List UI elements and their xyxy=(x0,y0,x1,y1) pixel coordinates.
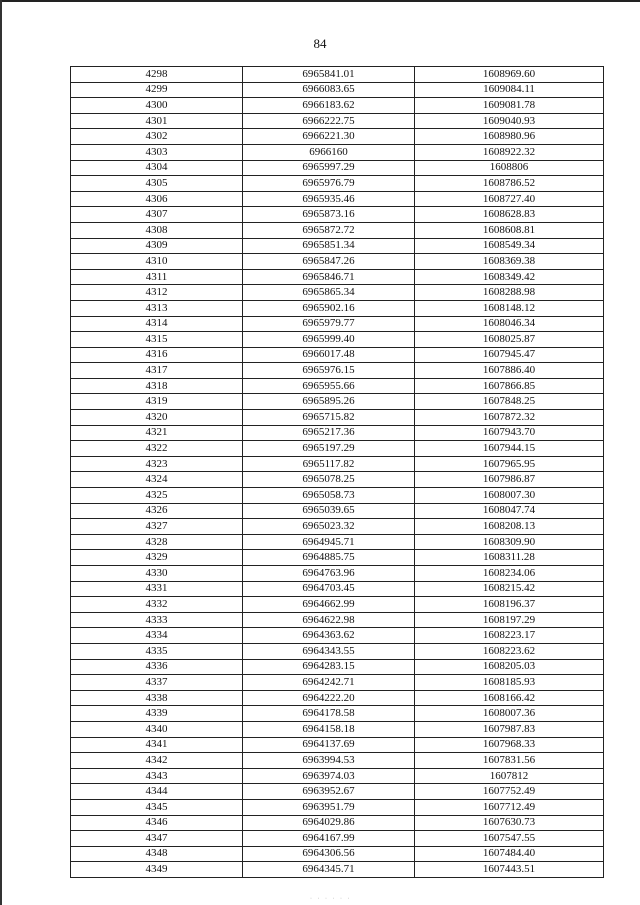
x-coordinate-cell: 6965851.34 xyxy=(243,238,415,254)
scan-artifact: · · · · · · xyxy=(310,896,352,902)
y-coordinate-cell: 1607831.56 xyxy=(415,753,604,769)
x-coordinate-cell: 6966083.65 xyxy=(243,82,415,98)
point-number-cell: 4309 xyxy=(71,238,243,254)
y-coordinate-cell: 1609084.11 xyxy=(415,82,604,98)
x-coordinate-cell: 6963974.03 xyxy=(243,768,415,784)
x-coordinate-cell: 6965997.29 xyxy=(243,160,415,176)
table-row xyxy=(71,98,604,114)
y-coordinate-cell: 1607547.55 xyxy=(415,831,604,847)
point-number-cell: 4335 xyxy=(71,643,243,659)
y-coordinate-cell: 1607943.70 xyxy=(415,425,604,441)
table-row xyxy=(71,347,604,363)
point-number-cell: 4303 xyxy=(71,144,243,160)
table-row xyxy=(71,534,604,550)
y-coordinate-cell: 1607965.95 xyxy=(415,456,604,472)
x-coordinate-cell: 6964343.55 xyxy=(243,643,415,659)
y-coordinate-cell: 1608234.06 xyxy=(415,566,604,582)
y-coordinate-cell: 1608223.17 xyxy=(415,628,604,644)
x-coordinate-cell: 6965058.73 xyxy=(243,488,415,504)
y-coordinate-cell: 1608215.42 xyxy=(415,581,604,597)
point-number-cell: 4306 xyxy=(71,191,243,207)
y-coordinate-cell: 1608969.60 xyxy=(415,67,604,83)
y-coordinate-cell: 1608608.81 xyxy=(415,222,604,238)
point-number-cell: 4339 xyxy=(71,706,243,722)
table-row xyxy=(71,113,604,129)
point-number-cell: 4315 xyxy=(71,332,243,348)
y-coordinate-cell: 1608922.32 xyxy=(415,144,604,160)
x-coordinate-cell: 6964945.71 xyxy=(243,534,415,550)
y-coordinate-cell: 1608727.40 xyxy=(415,191,604,207)
point-number-cell: 4321 xyxy=(71,425,243,441)
point-number-cell: 4324 xyxy=(71,472,243,488)
y-coordinate-cell: 1608288.98 xyxy=(415,285,604,301)
point-number-cell: 4308 xyxy=(71,222,243,238)
y-coordinate-cell: 1607443.51 xyxy=(415,862,604,878)
y-coordinate-cell: 1608549.34 xyxy=(415,238,604,254)
page-left-border xyxy=(0,0,2,905)
point-number-cell: 4347 xyxy=(71,831,243,847)
y-coordinate-cell: 1608197.29 xyxy=(415,612,604,628)
y-coordinate-cell: 1607712.49 xyxy=(415,799,604,815)
table-row xyxy=(71,659,604,675)
y-coordinate-cell: 1607866.85 xyxy=(415,378,604,394)
y-coordinate-cell: 1608196.37 xyxy=(415,597,604,613)
y-coordinate-cell: 1608369.38 xyxy=(415,254,604,270)
x-coordinate-cell: 6964158.18 xyxy=(243,721,415,737)
x-coordinate-cell: 6965078.25 xyxy=(243,472,415,488)
x-coordinate-cell: 6964885.75 xyxy=(243,550,415,566)
point-number-cell: 4318 xyxy=(71,378,243,394)
table-row xyxy=(71,690,604,706)
x-coordinate-cell: 6964306.56 xyxy=(243,846,415,862)
point-number-cell: 4314 xyxy=(71,316,243,332)
table-row xyxy=(71,254,604,270)
point-number-cell: 4305 xyxy=(71,176,243,192)
x-coordinate-cell: 6964703.45 xyxy=(243,581,415,597)
y-coordinate-cell: 1608007.36 xyxy=(415,706,604,722)
table-row xyxy=(71,207,604,223)
y-coordinate-cell: 1608309.90 xyxy=(415,534,604,550)
table-row xyxy=(71,784,604,800)
table-row xyxy=(71,82,604,98)
point-number-cell: 4320 xyxy=(71,410,243,426)
point-number-cell: 4345 xyxy=(71,799,243,815)
y-coordinate-cell: 1607986.87 xyxy=(415,472,604,488)
table-row xyxy=(71,643,604,659)
table-row xyxy=(71,378,604,394)
table-row xyxy=(71,566,604,582)
table-row xyxy=(71,846,604,862)
table-row xyxy=(71,612,604,628)
table-row xyxy=(71,394,604,410)
x-coordinate-cell: 6965865.34 xyxy=(243,285,415,301)
x-coordinate-cell: 6964029.86 xyxy=(243,815,415,831)
y-coordinate-cell: 1608349.42 xyxy=(415,269,604,285)
table-row xyxy=(71,581,604,597)
x-coordinate-cell: 6963952.67 xyxy=(243,784,415,800)
point-number-cell: 4311 xyxy=(71,269,243,285)
y-coordinate-cell: 1608047.74 xyxy=(415,503,604,519)
x-coordinate-cell: 6965715.82 xyxy=(243,410,415,426)
table-row xyxy=(71,285,604,301)
table-row xyxy=(71,410,604,426)
y-coordinate-cell: 1608007.30 xyxy=(415,488,604,504)
x-coordinate-cell: 6965872.72 xyxy=(243,222,415,238)
y-coordinate-cell: 1608806 xyxy=(415,160,604,176)
y-coordinate-cell: 1607752.49 xyxy=(415,784,604,800)
x-coordinate-cell: 6966017.48 xyxy=(243,347,415,363)
point-number-cell: 4342 xyxy=(71,753,243,769)
x-coordinate-cell: 6966160 xyxy=(243,144,415,160)
table-row xyxy=(71,300,604,316)
x-coordinate-cell: 6964763.96 xyxy=(243,566,415,582)
x-coordinate-cell: 6965976.15 xyxy=(243,363,415,379)
point-number-cell: 4304 xyxy=(71,160,243,176)
table-row xyxy=(71,597,604,613)
point-number-cell: 4313 xyxy=(71,300,243,316)
table-row xyxy=(71,332,604,348)
x-coordinate-cell: 6964662.99 xyxy=(243,597,415,613)
table-row xyxy=(71,425,604,441)
y-coordinate-cell: 1608208.13 xyxy=(415,519,604,535)
x-coordinate-cell: 6964345.71 xyxy=(243,862,415,878)
point-number-cell: 4299 xyxy=(71,82,243,98)
table-row xyxy=(71,768,604,784)
coordinates-table xyxy=(70,66,604,878)
y-coordinate-cell: 1608166.42 xyxy=(415,690,604,706)
table-row xyxy=(71,160,604,176)
y-coordinate-cell: 1608046.34 xyxy=(415,316,604,332)
coordinates-table-body xyxy=(71,67,604,878)
table-row xyxy=(71,737,604,753)
point-number-cell: 4343 xyxy=(71,768,243,784)
y-coordinate-cell: 1607848.25 xyxy=(415,394,604,410)
point-number-cell: 4341 xyxy=(71,737,243,753)
table-row xyxy=(71,488,604,504)
point-number-cell: 4328 xyxy=(71,534,243,550)
table-row xyxy=(71,144,604,160)
table-row xyxy=(71,191,604,207)
table-row xyxy=(71,222,604,238)
table-row xyxy=(71,269,604,285)
x-coordinate-cell: 6966222.75 xyxy=(243,113,415,129)
x-coordinate-cell: 6963994.53 xyxy=(243,753,415,769)
y-coordinate-cell: 1609081.78 xyxy=(415,98,604,114)
table-row xyxy=(71,550,604,566)
table-row xyxy=(71,862,604,878)
y-coordinate-cell: 1607886.40 xyxy=(415,363,604,379)
x-coordinate-cell: 6965217.36 xyxy=(243,425,415,441)
point-number-cell: 4302 xyxy=(71,129,243,145)
point-number-cell: 4317 xyxy=(71,363,243,379)
point-number-cell: 4326 xyxy=(71,503,243,519)
point-number-cell: 4300 xyxy=(71,98,243,114)
point-number-cell: 4333 xyxy=(71,612,243,628)
x-coordinate-cell: 6963951.79 xyxy=(243,799,415,815)
table-row xyxy=(71,519,604,535)
y-coordinate-cell: 1608786.52 xyxy=(415,176,604,192)
y-coordinate-cell: 1607944.15 xyxy=(415,441,604,457)
point-number-cell: 4346 xyxy=(71,815,243,831)
y-coordinate-cell: 1608223.62 xyxy=(415,643,604,659)
y-coordinate-cell: 1607968.33 xyxy=(415,737,604,753)
point-number-cell: 4340 xyxy=(71,721,243,737)
x-coordinate-cell: 6965976.79 xyxy=(243,176,415,192)
x-coordinate-cell: 6965979.77 xyxy=(243,316,415,332)
point-number-cell: 4319 xyxy=(71,394,243,410)
table-row xyxy=(71,441,604,457)
page-top-border xyxy=(0,0,640,2)
y-coordinate-cell: 1608628.83 xyxy=(415,207,604,223)
table-row xyxy=(71,67,604,83)
y-coordinate-cell: 1607987.83 xyxy=(415,721,604,737)
x-coordinate-cell: 6965873.16 xyxy=(243,207,415,223)
table-row xyxy=(71,628,604,644)
x-coordinate-cell: 6965935.46 xyxy=(243,191,415,207)
point-number-cell: 4322 xyxy=(71,441,243,457)
point-number-cell: 4323 xyxy=(71,456,243,472)
table-row xyxy=(71,706,604,722)
point-number-cell: 4336 xyxy=(71,659,243,675)
point-number-cell: 4325 xyxy=(71,488,243,504)
page-number: 84 xyxy=(313,36,327,51)
x-coordinate-cell: 6964167.99 xyxy=(243,831,415,847)
x-coordinate-cell: 6965023.32 xyxy=(243,519,415,535)
point-number-cell: 4307 xyxy=(71,207,243,223)
y-coordinate-cell: 1607484.40 xyxy=(415,846,604,862)
table-row xyxy=(71,363,604,379)
table-row xyxy=(71,815,604,831)
table-row xyxy=(71,472,604,488)
x-coordinate-cell: 6964222.20 xyxy=(243,690,415,706)
table-row xyxy=(71,831,604,847)
point-number-cell: 4332 xyxy=(71,597,243,613)
x-coordinate-cell: 6964178.58 xyxy=(243,706,415,722)
y-coordinate-cell: 1607812 xyxy=(415,768,604,784)
x-coordinate-cell: 6964363.62 xyxy=(243,628,415,644)
point-number-cell: 4334 xyxy=(71,628,243,644)
point-number-cell: 4331 xyxy=(71,581,243,597)
x-coordinate-cell: 6965117.82 xyxy=(243,456,415,472)
x-coordinate-cell: 6964283.15 xyxy=(243,659,415,675)
x-coordinate-cell: 6966221.30 xyxy=(243,129,415,145)
y-coordinate-cell: 1608205.03 xyxy=(415,659,604,675)
table-row xyxy=(71,129,604,145)
y-coordinate-cell: 1607945.47 xyxy=(415,347,604,363)
x-coordinate-cell: 6964137.69 xyxy=(243,737,415,753)
y-coordinate-cell: 1608025.87 xyxy=(415,332,604,348)
table-row xyxy=(71,316,604,332)
y-coordinate-cell: 1608980.96 xyxy=(415,129,604,145)
table-row xyxy=(71,238,604,254)
point-number-cell: 4349 xyxy=(71,862,243,878)
x-coordinate-cell: 6965895.26 xyxy=(243,394,415,410)
point-number-cell: 4312 xyxy=(71,285,243,301)
point-number-cell: 4301 xyxy=(71,113,243,129)
x-coordinate-cell: 6964242.71 xyxy=(243,675,415,691)
x-coordinate-cell: 6965999.40 xyxy=(243,332,415,348)
point-number-cell: 4337 xyxy=(71,675,243,691)
x-coordinate-cell: 6965955.66 xyxy=(243,378,415,394)
x-coordinate-cell: 6965847.26 xyxy=(243,254,415,270)
x-coordinate-cell: 6966183.62 xyxy=(243,98,415,114)
point-number-cell: 4298 xyxy=(71,67,243,83)
point-number-cell: 4327 xyxy=(71,519,243,535)
x-coordinate-cell: 6964622.98 xyxy=(243,612,415,628)
table-row xyxy=(71,753,604,769)
table-row xyxy=(71,675,604,691)
y-coordinate-cell: 1609040.93 xyxy=(415,113,604,129)
point-number-cell: 4316 xyxy=(71,347,243,363)
y-coordinate-cell: 1608311.28 xyxy=(415,550,604,566)
x-coordinate-cell: 6965039.65 xyxy=(243,503,415,519)
table-row xyxy=(71,799,604,815)
x-coordinate-cell: 6965846.71 xyxy=(243,269,415,285)
point-number-cell: 4344 xyxy=(71,784,243,800)
y-coordinate-cell: 1608148.12 xyxy=(415,300,604,316)
table-row xyxy=(71,456,604,472)
table-row xyxy=(71,503,604,519)
point-number-cell: 4348 xyxy=(71,846,243,862)
y-coordinate-cell: 1608185.93 xyxy=(415,675,604,691)
x-coordinate-cell: 6965841.01 xyxy=(243,67,415,83)
point-number-cell: 4338 xyxy=(71,690,243,706)
point-number-cell: 4330 xyxy=(71,566,243,582)
y-coordinate-cell: 1607872.32 xyxy=(415,410,604,426)
table-row xyxy=(71,176,604,192)
table-row xyxy=(71,721,604,737)
x-coordinate-cell: 6965197.29 xyxy=(243,441,415,457)
point-number-cell: 4310 xyxy=(71,254,243,270)
y-coordinate-cell: 1607630.73 xyxy=(415,815,604,831)
point-number-cell: 4329 xyxy=(71,550,243,566)
x-coordinate-cell: 6965902.16 xyxy=(243,300,415,316)
